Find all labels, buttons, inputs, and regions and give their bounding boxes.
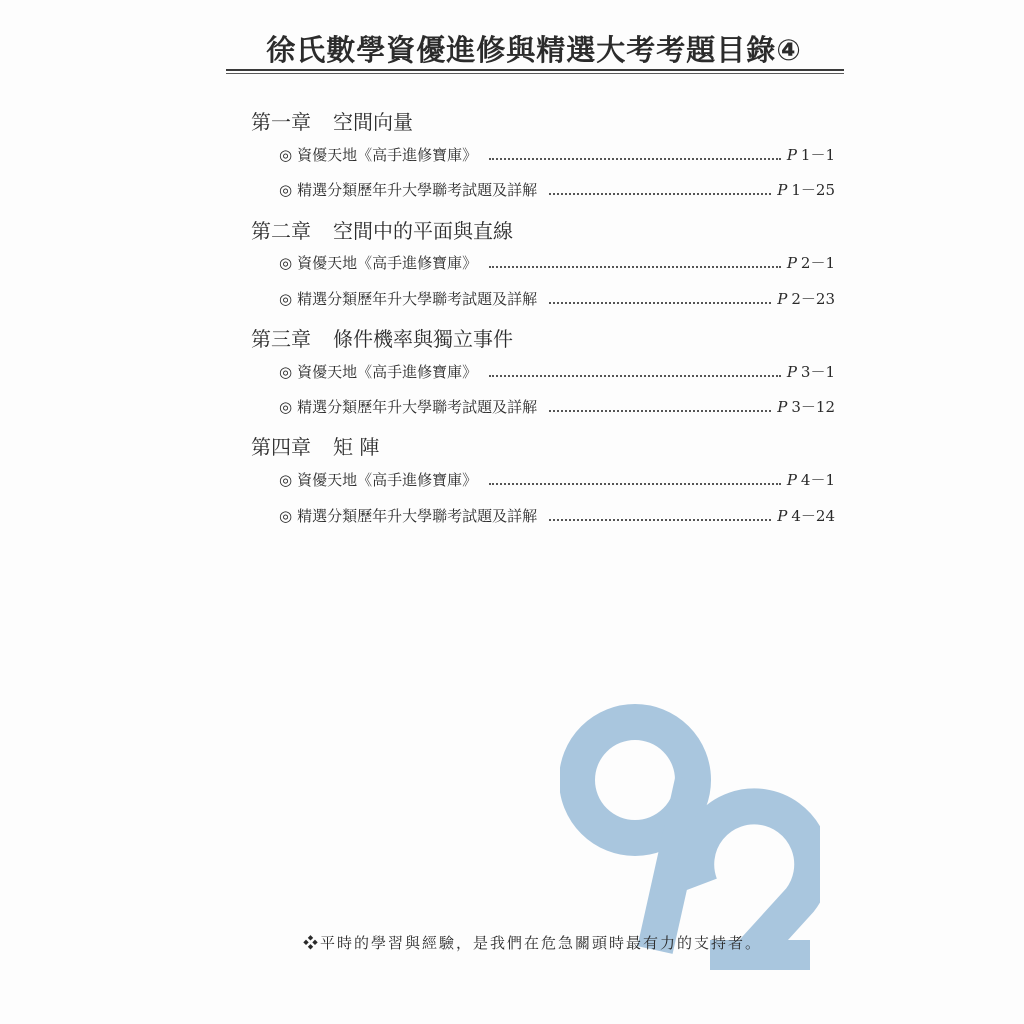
chapter-name: 空間中的平面與直線 <box>333 219 513 243</box>
double-circle-icon: ◎ <box>279 471 293 489</box>
double-circle-icon: ◎ <box>279 507 293 525</box>
double-circle-icon: ◎ <box>279 254 293 272</box>
dot-leader <box>549 507 771 521</box>
toc-entry[interactable] <box>279 469 835 491</box>
entry-label: 資優天地《高手進修寶庫》 <box>297 471 478 489</box>
toc-entry[interactable] <box>279 396 835 418</box>
entry-label: 資優天地《高手進修寶庫》 <box>297 146 478 164</box>
footer-motto: ❖平時的學習與經驗，是我們在危急關頭時最有力的支持者。 <box>303 934 763 952</box>
toc-entry[interactable] <box>279 252 835 274</box>
page-reference: P 3－12 <box>777 398 835 416</box>
dot-leader <box>489 471 781 485</box>
entry-label: 精選分類歷年升大學聯考試題及詳解 <box>297 290 538 308</box>
dot-leader <box>549 290 771 304</box>
watermark-92-logo <box>560 700 820 970</box>
entry-label: 精選分類歷年升大學聯考試題及詳解 <box>297 398 538 416</box>
page-reference: P 4－24 <box>777 507 835 525</box>
chapter-number: 第三章 <box>251 327 311 351</box>
toc-entry[interactable] <box>279 361 835 383</box>
page-reference: P 1－25 <box>777 181 835 199</box>
dot-leader <box>549 398 771 412</box>
page-title: 徐氏數學資優進修與精選大考考題目錄④ <box>266 33 802 67</box>
double-circle-icon: ◎ <box>279 398 293 416</box>
entry-label: 資優天地《高手進修寶庫》 <box>297 363 478 381</box>
chapter-heading <box>251 215 513 244</box>
chapter-heading <box>251 106 413 135</box>
page-reference: P 2－23 <box>777 290 835 308</box>
dot-leader <box>549 181 771 195</box>
page-reference: P 1－1 <box>786 146 835 164</box>
double-circle-icon: ◎ <box>279 290 293 308</box>
chapter-heading <box>251 323 513 352</box>
chapter-name: 空間向量 <box>333 110 413 134</box>
chapter-name: 矩 陣 <box>333 435 380 459</box>
toc-entry[interactable] <box>279 288 835 310</box>
dot-leader <box>489 254 781 268</box>
chapter-number: 第一章 <box>251 110 311 134</box>
entry-label: 精選分類歷年升大學聯考試題及詳解 <box>297 181 538 199</box>
page-reference: P 4－1 <box>786 471 835 489</box>
double-circle-icon: ◎ <box>279 181 293 199</box>
toc-entry[interactable] <box>279 505 835 527</box>
entry-label: 精選分類歷年升大學聯考試題及詳解 <box>297 507 538 525</box>
chapter-number: 第四章 <box>251 435 311 459</box>
dot-leader <box>489 363 781 377</box>
title-rule-thin <box>226 73 844 74</box>
chapter-number: 第二章 <box>251 219 311 243</box>
entry-label: 資優天地《高手進修寶庫》 <box>297 254 478 272</box>
chapter-heading <box>251 431 379 460</box>
page-reference: P 2－1 <box>786 254 835 272</box>
chapter-name: 條件機率與獨立事件 <box>333 327 513 351</box>
double-circle-icon: ◎ <box>279 146 293 164</box>
dot-leader <box>489 146 781 160</box>
page-reference: P 3－1 <box>786 363 835 381</box>
title-rule <box>226 69 844 71</box>
toc-entry[interactable] <box>279 144 835 166</box>
double-circle-icon: ◎ <box>279 363 293 381</box>
toc-entry[interactable] <box>279 179 835 201</box>
